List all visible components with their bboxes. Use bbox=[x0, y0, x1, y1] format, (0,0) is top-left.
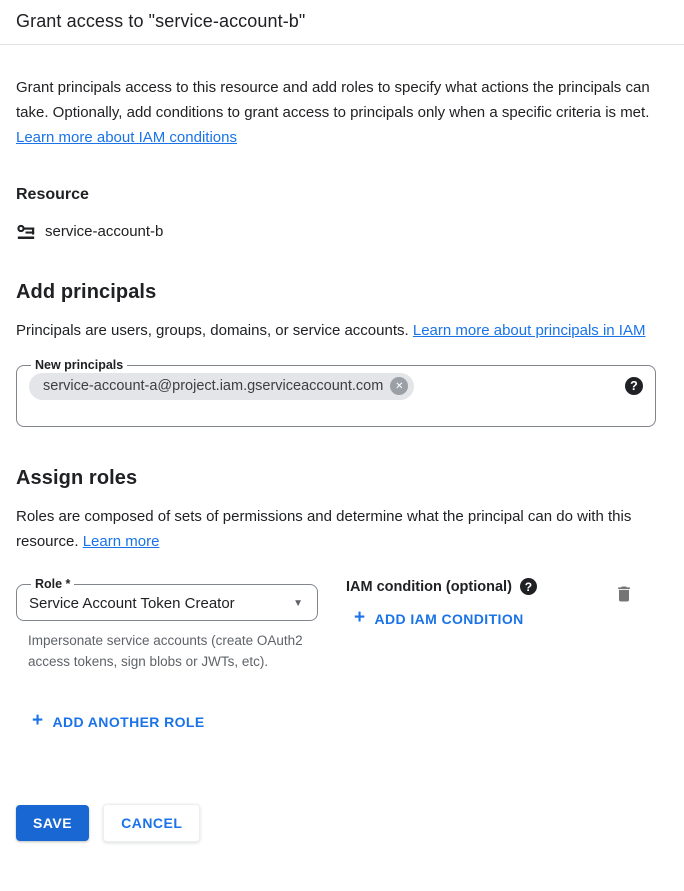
add-iam-condition-label: ADD IAM CONDITION bbox=[374, 610, 524, 627]
role-row bbox=[16, 578, 668, 672]
principal-chip-label: service-account-a@project.iam.gserviceaccount.com bbox=[43, 378, 384, 394]
intro-paragraph bbox=[16, 75, 664, 150]
role-select-value-row[interactable] bbox=[29, 591, 305, 617]
iam-condition-label-row bbox=[346, 578, 537, 595]
dialog-header bbox=[0, 0, 684, 45]
iam-condition-label: IAM condition (optional) bbox=[346, 578, 512, 595]
new-principals-field[interactable] bbox=[16, 359, 656, 427]
principals-learn-more-link[interactable]: Learn more about principals in IAM bbox=[412, 322, 646, 339]
plus-icon: + bbox=[354, 607, 366, 628]
cancel-button[interactable]: CANCEL bbox=[103, 804, 200, 842]
assign-roles-description-text: Roles are composed of sets of permissions and determine what the principal can do with this resource. bbox=[16, 508, 632, 550]
dialog-title: Grant access to "service-account-b" bbox=[16, 11, 306, 31]
resource-name: service-account-b bbox=[45, 222, 164, 240]
intro-text: Grant principals access to this resource and add roles to specify what actions the principals can take. Optionally, add conditions to grant access to principals only when a specific criteria is met. bbox=[16, 79, 650, 121]
role-helper-text: Impersonate service accounts (create OAuth2 access tokens, sign blobs or JWTs, etc). bbox=[28, 633, 303, 669]
dialog-footer bbox=[0, 804, 684, 842]
chip-remove-icon[interactable]: ✕ bbox=[390, 377, 408, 395]
save-button[interactable]: SAVE bbox=[16, 805, 89, 841]
resource-heading: Resource bbox=[16, 186, 89, 203]
iam-conditions-learn-more-link[interactable]: Learn more about IAM conditions bbox=[16, 129, 237, 146]
principals-help-icon[interactable]: ? bbox=[625, 377, 643, 395]
add-iam-condition-button[interactable] bbox=[354, 609, 524, 628]
dialog-body bbox=[0, 75, 684, 746]
assign-roles-heading: Assign roles bbox=[16, 467, 138, 489]
service-account-icon bbox=[16, 221, 36, 241]
new-principals-input-area[interactable] bbox=[29, 372, 643, 400]
add-another-role-label: ADD ANOTHER ROLE bbox=[52, 713, 205, 730]
iam-condition-help-icon[interactable]: ? bbox=[520, 578, 537, 595]
role-column bbox=[16, 578, 318, 672]
iam-condition-column bbox=[346, 578, 537, 629]
resource-row bbox=[16, 221, 668, 241]
plus-icon: + bbox=[32, 710, 44, 731]
role-select[interactable] bbox=[16, 578, 318, 621]
role-select-value: Service Account Token Creator bbox=[29, 595, 235, 612]
trash-icon bbox=[614, 592, 634, 607]
add-another-role-button[interactable] bbox=[32, 712, 205, 731]
add-principals-description bbox=[16, 318, 664, 343]
roles-learn-more-link[interactable]: Learn more bbox=[82, 533, 160, 550]
role-select-label: Role * bbox=[35, 577, 71, 591]
delete-role-column bbox=[612, 582, 636, 609]
add-principals-heading: Add principals bbox=[16, 281, 157, 303]
assign-roles-description bbox=[16, 504, 664, 554]
delete-role-button[interactable] bbox=[612, 582, 636, 609]
add-principals-description-text: Principals are users, groups, domains, or service accounts. bbox=[16, 322, 409, 339]
chevron-down-icon: ▼ bbox=[293, 598, 303, 609]
new-principals-field-label: New principals bbox=[35, 358, 124, 372]
principal-chip[interactable] bbox=[29, 373, 414, 400]
